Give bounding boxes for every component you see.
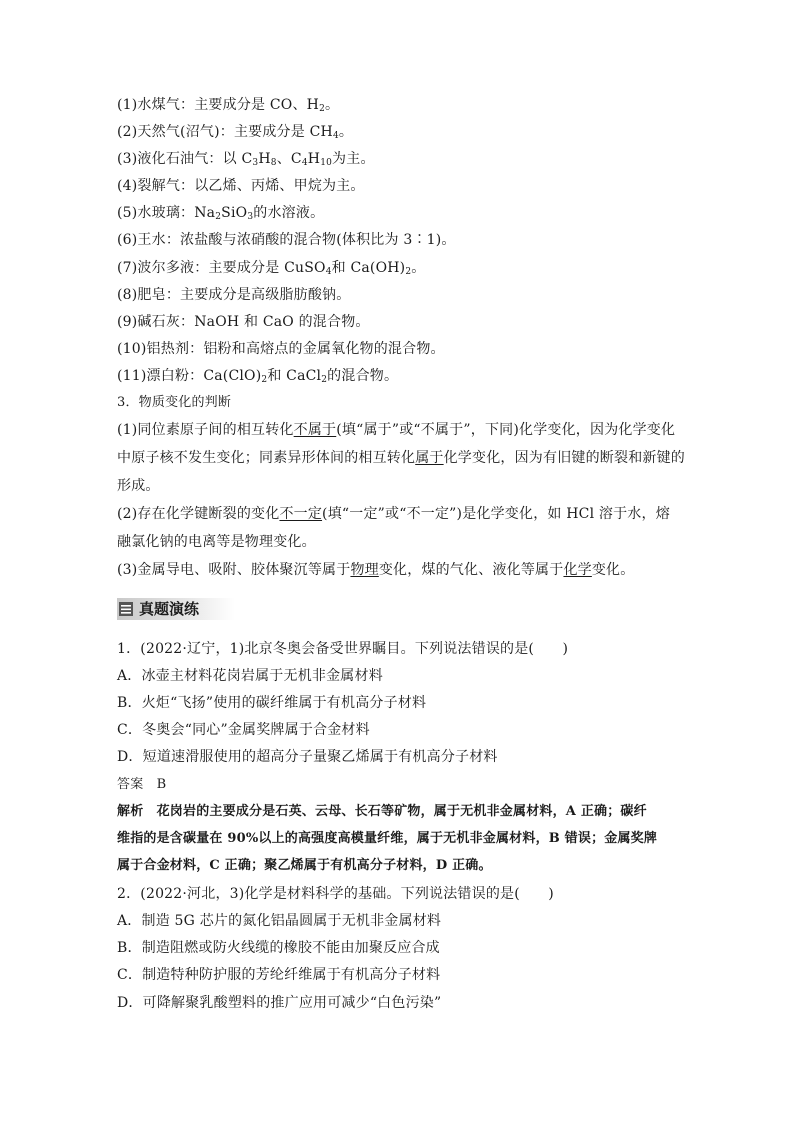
para-3: (3)金属导电、吸附、胶体聚沉等属于物理变化，煤的气化、液化等属于化学变化。 — [117, 562, 635, 578]
item-bordeaux: (7)波尔多液：主要成分是 CuSO$_4$和 $Ca(OH)_2$。 — [117, 260, 426, 277]
q2-option-d: D．可降解聚乳酸塑料的推广应用可减少“白色污染” — [117, 995, 442, 1011]
para-2-line-1: (2)存在化学键断裂的变化不一定(填“一定”或“不一定”)是化学变化，如 HCl 溶于水，熔 — [117, 506, 670, 522]
item-soda-lime: (9)碱石灰：NaOH 和 CaO 的混合物。 — [117, 314, 370, 330]
item-natural-gas: (2)天然气(沼气)：主要成分是 $CH_4$。 — [117, 124, 354, 141]
item-soap: (8)肥皂：主要成分是高级脂肪酸钠。 — [117, 287, 351, 303]
q1-option-b: B．火炬“飞扬”使用的碳纤维属于有机高分子材料 — [117, 695, 427, 711]
q1-option-d: D．短道速滑服使用的超高分子量聚乙烯属于有机高分子材料 — [117, 749, 498, 765]
q2-option-c: C．制造特种防护服的芳纶纤维属于有机高分子材料 — [117, 967, 441, 983]
list-icon — [119, 602, 133, 616]
q1-option-c: C．冬奥会“同心”金属奖牌属于合金材料 — [117, 722, 370, 738]
para-1-line-2: 中原子核不发生变化；同素异形体间的相互转化属于化学变化，因为有旧键的断裂和新键的 — [117, 450, 686, 466]
item-lpg: (3)液化石油气：以 $C_3H_8$、$C_4H_{10}$为主。 — [117, 151, 375, 168]
q2-option-b: B．制造阻燃或防火线缆的橡胶不能由加聚反应合成 — [117, 940, 440, 956]
q1-explanation-line-3: 属于合金材料，C 正确；聚乙烯属于有机高分子材料，D 正确。 — [117, 858, 492, 873]
subheading-change-judgement: 3．物质变化的判断 — [117, 395, 232, 410]
q2-stem: 2．(2022·河北，3)化学是材料科学的基础。下列说法错误的是( ) — [117, 886, 554, 902]
para-2-line-2: 融氯化钠的电离等是物理变化。 — [117, 534, 316, 550]
q1-explanation-line-1: 解析 花岗岩的主要成分是石英、云母、长石等矿物，属于无机非金属材料，A 正确；碳纤 — [117, 804, 647, 819]
q1-answer: 答案 B — [117, 777, 167, 792]
q2-option-a: A．制造 5G 芯片的氮化铝晶圆属于无机非金属材料 — [117, 913, 442, 929]
para-1-line-1: (1)同位素原子间的相互转化不属于(填“属于”或“不属于”，下同)化学变化，因为化学变化 — [117, 422, 676, 438]
q1-option-a: A．冰壶主材料花岗岩属于无机非金属材料 — [117, 668, 383, 684]
item-bleach-powder: (11)漂白粉：$Ca(ClO)_2$和 CaCl$_2$的混合物。 — [117, 368, 399, 385]
q1-explanation-line-2: 维指的是含碳量在 90%以上的高强度高模量纤维，属于无机非金属材料，B 错误；金属奖牌 — [117, 831, 658, 846]
item-aqua-regia: (6)王水：浓盐酸与浓硝酸的混合物(体积比为 3∶1)。 — [117, 232, 456, 248]
section-header — [117, 598, 235, 620]
para-1-line-3: 形成。 — [117, 478, 160, 494]
section-title: 真题演练 — [139, 600, 200, 618]
item-water-glass: (5)水玻璃：$Na_2SiO_3$的水溶液。 — [117, 205, 325, 222]
q1-stem: 1．(2022·辽宁，1)北京冬奥会备受世界瞩目。下列说法错误的是( ) — [117, 641, 569, 657]
item-thermite: (10)铝热剂：铝粉和高熔点的金属氧化物的混合物。 — [117, 341, 445, 357]
item-water-gas: (1)水煤气：主要成分是 CO、$H_2$。 — [117, 97, 340, 114]
item-cracked-gas: (4)裂解气：以乙烯、丙烯、甲烷为主。 — [117, 178, 365, 194]
